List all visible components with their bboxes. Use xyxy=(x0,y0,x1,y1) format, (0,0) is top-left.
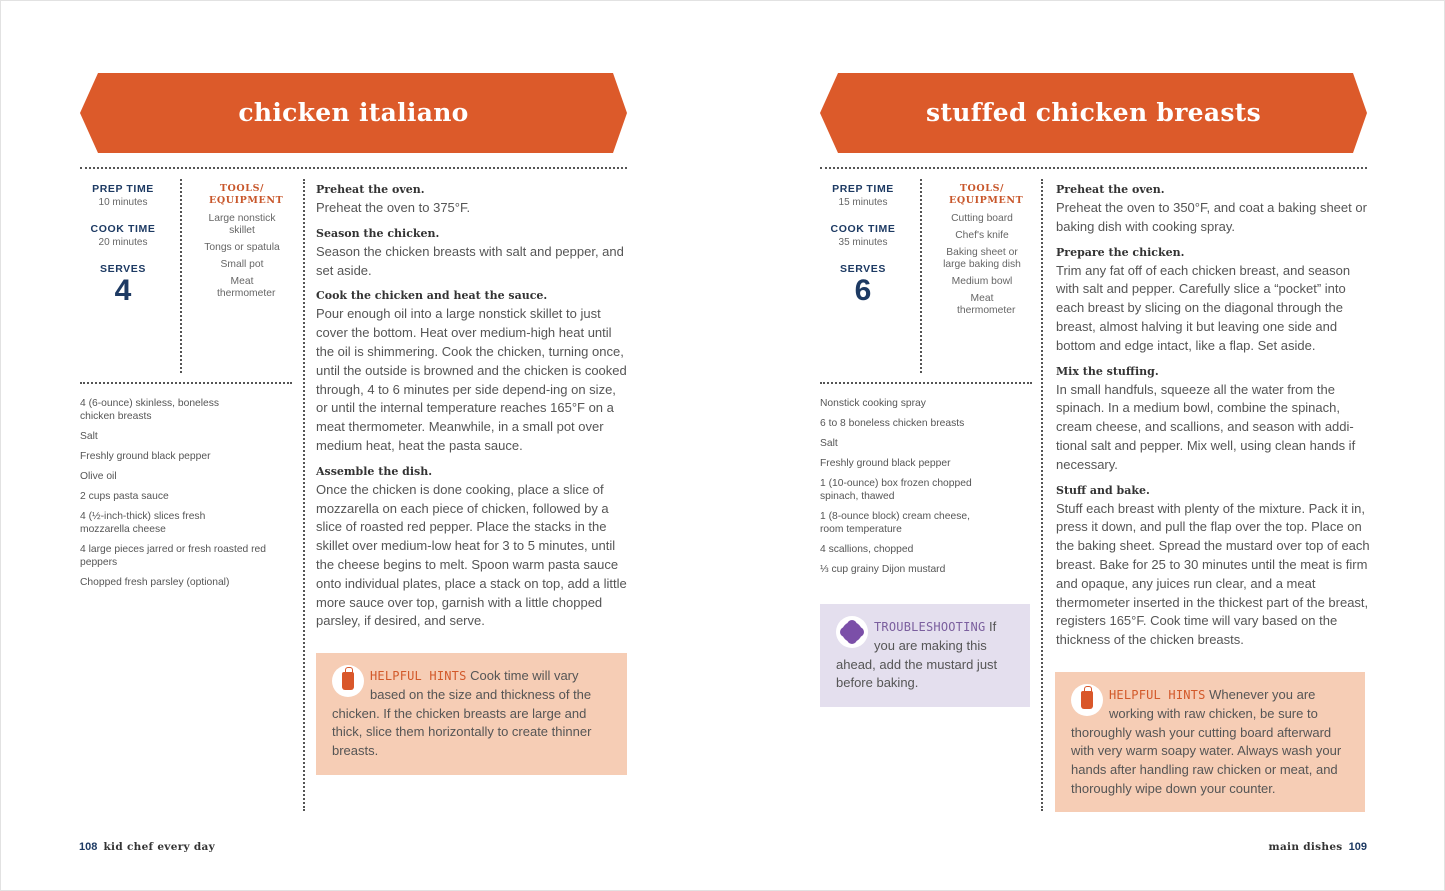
divider-steps xyxy=(303,179,305,811)
ingredients-list xyxy=(80,397,285,596)
step-title: Preheat the oven. xyxy=(1056,183,1165,196)
step-text: Trim any fat off of each chicken breast, and season with salt and pepper. Carefully slice a “pocket” into each breast by slicing on the diagonal through the breast, almost halving it but leaving one side and bottom and edge intact, like a flap. Set aside. xyxy=(1056,262,1351,353)
ingredient-item: Freshly ground black pepper xyxy=(820,458,951,469)
ingredient-item: 4 large pieces jarred or fresh roasted red peppers xyxy=(80,544,267,568)
prep-time: 15 minutes xyxy=(838,197,888,208)
step xyxy=(316,288,630,455)
step-title: Mix the stuffing. xyxy=(1056,364,1159,378)
step xyxy=(1056,245,1370,356)
tool-item: Small pot xyxy=(220,259,264,270)
serves-count: 6 xyxy=(854,274,872,307)
recipe-title: chicken italiano xyxy=(238,98,469,127)
recipe-steps xyxy=(316,182,630,639)
helpful-hints-text: Whenever you are working with raw chicken, be sure to thoroughly wash your cutting board afterward with very warm soapy water. Always wash your hands after handling raw chicken or meat, and thoroughly wipe down your counter. xyxy=(1071,687,1342,796)
recipe-meta xyxy=(820,183,906,307)
tool-item: Large nonstick skillet xyxy=(208,213,276,236)
recipe-title-banner xyxy=(820,73,1367,153)
divider-ingredients xyxy=(820,382,1032,384)
ingredient-item: 1 (8-ounce block) cream cheese, room temperature xyxy=(820,511,970,535)
serves-label: SERVES xyxy=(99,263,146,275)
step-text: Preheat the oven to 375°F. xyxy=(316,200,471,215)
tool-item: Cutting board xyxy=(951,213,1013,224)
tools-list xyxy=(927,183,1037,322)
ingredient-item: 6 to 8 boneless chicken breasts xyxy=(820,418,965,429)
apron-icon xyxy=(332,665,364,697)
prep-time: 10 minutes xyxy=(98,197,148,208)
recipe-title: stuffed chicken breasts xyxy=(926,98,1261,127)
step-title: Cook the chicken and heat the sauce. xyxy=(316,289,548,303)
step xyxy=(316,182,630,218)
cook-time-label: COOK TIME xyxy=(830,223,896,235)
right-page xyxy=(807,1,1370,891)
cook-time: 20 minutes xyxy=(98,237,148,248)
ingredient-item: Salt xyxy=(80,431,98,442)
cook-time-label: COOK TIME xyxy=(90,223,156,235)
tools-label: TOOLS/ EQUIPMENT xyxy=(209,183,284,206)
page-footer xyxy=(1269,841,1367,853)
apron-icon xyxy=(1071,684,1103,716)
troubleshooting-text: If you are making this ahead, add the mustard just before baking. xyxy=(836,619,998,691)
step xyxy=(1056,364,1370,475)
tools-label: TOOLS/ EQUIPMENT xyxy=(949,183,1024,206)
left-page xyxy=(67,1,627,891)
divider-ingredients xyxy=(80,382,292,384)
ingredient-item: Nonstick cooking spray xyxy=(820,398,926,409)
step xyxy=(316,464,630,631)
recipe-steps xyxy=(1056,182,1370,658)
ingredient-item: ⅓ cup grainy Dijon mustard xyxy=(820,564,946,575)
troubleshooting-box xyxy=(820,604,1030,707)
step xyxy=(1056,182,1370,237)
step-title: Preheat the oven. xyxy=(316,183,425,196)
recipe-title-banner xyxy=(80,73,627,153)
tool-item: Baking sheet or large baking dish xyxy=(943,247,1021,270)
step-text: Once the chicken is done cooking, place a slice of mozzarella on each piece of chicken, followed by a slice of roasted red pepper. Place the stacks in the skillet over medium-low heat for 3 to 5 minutes, until the cheese begins to melt. Spoon warm pasta sauce onto individual plates, place a stack on top, add a little more sauce over top, garnish with a little chopped parsley, if desired, and serve. xyxy=(316,481,627,629)
running-head: kid chef every day xyxy=(103,841,216,853)
page-footer xyxy=(79,841,215,853)
step xyxy=(316,226,630,281)
ingredient-item: 4 scallions, chopped xyxy=(820,544,914,555)
ingredient-item: Salt xyxy=(820,438,838,449)
ingredient-item: Olive oil xyxy=(80,471,117,482)
helpful-hints-box xyxy=(1055,672,1365,812)
step-title: Prepare the chicken. xyxy=(1056,245,1185,259)
step-text: Pour enough oil into a large nonstick skillet to just cover the bottom. Heat over medium-high heat until the oil is shimmering. Cook the chicken, turning once, until the outside is browned and the chicken is cooked through, 4 to 6 minutes per side depend-ing on size, or until the internal temperature reaches 165°F on a meat thermometer. Meanwhile, in a small pot over medium heat, heat the pasta sauce. xyxy=(316,306,627,453)
tool-item: Tongs or spatula xyxy=(204,242,280,253)
serves-count: 4 xyxy=(114,274,132,307)
step-title: Stuff and bake. xyxy=(1056,483,1150,497)
tools-list xyxy=(187,183,297,305)
step-text: Season the chicken breasts with salt and pepper, and set aside. xyxy=(316,243,624,278)
helpful-hints-label: HELPFUL HINTS xyxy=(370,669,467,683)
divider-top xyxy=(80,167,627,169)
ingredient-item: 2 cups pasta sauce xyxy=(80,491,169,502)
divider-meta xyxy=(180,179,182,373)
prep-time-label: PREP TIME xyxy=(92,183,154,195)
ingredients-list xyxy=(820,397,1025,583)
tool-item: Meat thermometer xyxy=(957,293,1016,316)
step xyxy=(1056,483,1370,650)
helpful-hints-box xyxy=(316,653,627,775)
page-number: 109 xyxy=(1348,841,1367,853)
step-text: Stuff each breast with plenty of the mixture. Pack it in, press it down, and pull the flap over the top. Place on the baking sheet. Spread the mustard over top of each breast. Bake for 25 to 30 minutes until the meat is firm and opaque, any juices run clear, and a meat thermometer inserted in the thickest part of the breast, registers 165°F. Cook time will vary based on the thickness of the chicken breasts. xyxy=(1056,500,1370,648)
page-number: 108 xyxy=(79,841,98,853)
divider-top xyxy=(820,167,1367,169)
divider-steps xyxy=(1041,179,1043,811)
troubleshooting-label: TROUBLESHOOTING xyxy=(874,620,986,634)
tool-item: Meat thermometer xyxy=(217,276,276,299)
ingredient-item: 4 (6-ounce) skinless, boneless chicken breasts xyxy=(80,398,220,422)
ingredient-item: Freshly ground black pepper xyxy=(80,451,211,462)
splat-icon xyxy=(836,616,868,648)
tool-item: Medium bowl xyxy=(951,276,1013,287)
recipe-meta xyxy=(80,183,166,307)
step-text: In small handfuls, squeeze all the water from the spinach. In a medium bowl, combine the spinach, cream cheese, and scallions, and season with addi-tional salt and pepper. Mix well, using clean hands if necessary. xyxy=(1056,381,1356,472)
tool-item: Chef's knife xyxy=(955,230,1009,241)
serves-label: SERVES xyxy=(839,263,886,275)
ingredient-item: 1 (10-ounce) box frozen chopped spinach, thawed xyxy=(820,478,972,502)
helpful-hints-text: Cook time will vary based on the size and thickness of the chicken. If the chicken breasts are large and thick, slice them horizontally to create thinner breasts. xyxy=(332,668,592,759)
cook-time: 35 minutes xyxy=(838,237,888,248)
ingredient-item: 4 (½-inch-thick) slices fresh mozzarella cheese xyxy=(80,511,206,535)
step-title: Season the chicken. xyxy=(316,226,440,240)
ingredient-item: Chopped fresh parsley (optional) xyxy=(80,577,230,588)
helpful-hints-label: HELPFUL HINTS xyxy=(1109,688,1206,702)
divider-meta xyxy=(920,179,922,373)
prep-time-label: PREP TIME xyxy=(832,183,894,195)
step-title: Assemble the dish. xyxy=(316,464,433,478)
running-head: main dishes xyxy=(1268,841,1343,853)
step-text: Preheat the oven to 350°F, and coat a baking sheet or baking dish with cooking spray. xyxy=(1056,200,1367,234)
